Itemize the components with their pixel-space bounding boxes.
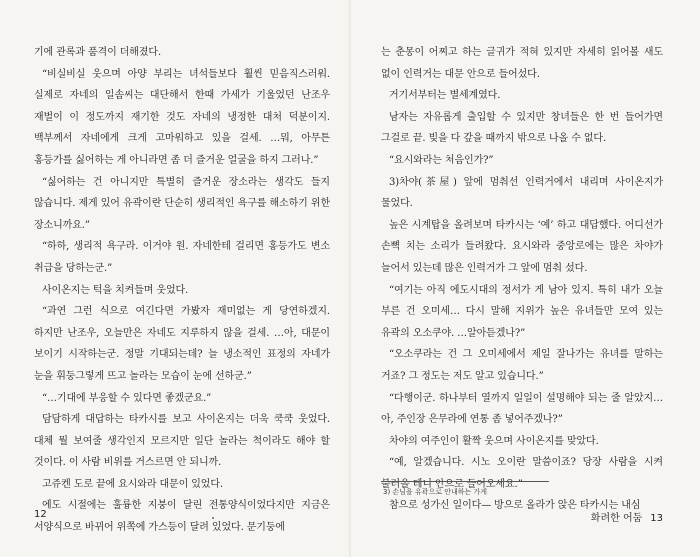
right-page-number: 13	[650, 513, 663, 524]
page-gutter	[349, 0, 351, 557]
paragraph: 기에 관록과 품격이 더해졌다.	[34, 47, 162, 58]
footnote: 3) 손님을 유곽으로 안내하는 가게	[383, 488, 487, 496]
right-page	[381, 42, 663, 517]
paragraph: “하하, 생리적 욕구라. 이거야 원. 자네한테 걸리면 홍등가도 변소 취급을 당하는군.”	[34, 241, 330, 274]
right-page-folio	[591, 509, 663, 524]
running-title: 화려한 어둠	[590, 513, 643, 524]
paragraph: “다행이군. 하나부터 열까지 일일이 설명해야 되는 줄 알았지… 아, 주인장 은무라에 연통 좀 넣어주겠나?”	[381, 392, 663, 426]
paragraph: 참으로 성가신 일이다— 방으로 올라가 앉은 타카시는 내심	[389, 500, 641, 512]
paragraph: “여기는 아직 에도시대의 정서가 게 남아 있지. 특히 내가 오늘 부른 건 오미세… 다시 말해 지위가 높은 유녀들만 모여 있는 유곽의 오소쿠야. …알아듣겠나?”	[381, 284, 663, 339]
paragraph: 3)차야(茶屋) 앞에 멈춰선 인력거에서 내리며 사이온지가 물었다.	[381, 176, 663, 210]
paragraph: “…기대에 부응할 수 있다면 좋겠군요.”	[42, 392, 212, 404]
paragraph: “과연 그런 식으로 여긴다면 가봤자 재미없는 게 당연하겠지. 하지만 난조우, 오늘만은 자네도 지루하지 않을 걸세. …아, 대문이 보이기 시작하는군. 정말 기대되는데? 늘 냉소적인 표정의 자네가 눈을 휘둥그렇게 뜨고 놀라는 모습이 눈에 선하군.”	[34, 306, 330, 382]
left-page	[34, 42, 330, 539]
paragraph: 사이온지는 턱을 치켜들며 웃었다.	[42, 284, 189, 296]
paragraph: “예, 알겠습니다. 시노 오이란 말씀이죠? 당장 사람을 시켜 불러올 테니 안으로 들어오세요.”	[381, 457, 663, 490]
paragraph: 에도 시절에는 훌륭한 지붕이 달린 전통양식이었다지만 지금은 서양식으로 바뀌어 위쪽에 가스등이 달려 있었다. 문기둥에	[34, 500, 330, 534]
footnote-divider	[381, 481, 549, 482]
paragraph: 는 춘몽이 어찌고 하는 글귀가 적혀 있지만 자세히 읽어볼 새도 없이 인력거는 대문 안으로 들어섰다.	[381, 47, 663, 80]
left-page-number: 12	[34, 509, 47, 520]
paragraph: 거기서부터는 별세계였다.	[389, 90, 501, 102]
paragraph: 높은 시계탑을 올려보며 타카시는 ‘예’ 하고 대답했다. 어디선가 손뼉 치는 소리가 들려왔다. 요시와라 중앙로에는 많은 차야가 늘어서 있는데 많은 인력거가 그 앞에 멈춰 섰다.	[381, 219, 663, 274]
paragraph: “싫어하는 건 아니지만 특별히 즐거운 장소라는 생각도 들지 않습니다. 제게 있어 유곽이란 단순히 생리적인 욕구를 해소하기 위한 장소니까요.”	[34, 176, 330, 231]
paragraph: “오소쿠라는 건 그 오미세에서 제일 잘나가는 유녀를 말하는 거죠? 그 정도는 저도 알고 있습니다.”	[381, 349, 663, 382]
paragraph: 남자는 자유롭게 출입할 수 있지만 창녀들은 한 번 들어가면 그걸로 끝. 빚을 다 갚을 때까지 밖으로 나올 수 없다.	[381, 111, 663, 145]
paragraph: 담담하게 대답하는 타카시를 보고 사이온지는 더욱 쿡쿡 웃었다. 대체 뭘 보여줄 생각인지 모르지만 일단 놀라는 척이라도 해야 할 것이다. 이 사람 비위를 거스르면 안 되니까.	[34, 414, 330, 469]
paragraph: “요시와라는 처음인가?”	[389, 154, 494, 166]
paragraph: 차야의 여주인이 활짝 웃으며 사이온지를 맞았다.	[389, 435, 599, 447]
paragraph: “비실비실 웃으며 아양 부리는 녀석들보다 훨씬 믿음직스러워. 실제로 자네의 일솜씨는 대단해서 한때 가세가 기울었던 난조우 재벌이 이 정도까지 재기한 것도 자네의 냉정한 대처 덕분이지. 백부께서 자네에게 크게 고마워하고 있을 걸세. …뭐, 아무튼 홍등가를 싫어하는 게 아니라면 좀 더 즐거운 얼굴을 하지 그러나.”	[34, 68, 330, 166]
paragraph: 고쥬켄 도로 끝에 요시와라 대문이 있었다.	[42, 478, 223, 490]
print-mark	[212, 517, 214, 519]
